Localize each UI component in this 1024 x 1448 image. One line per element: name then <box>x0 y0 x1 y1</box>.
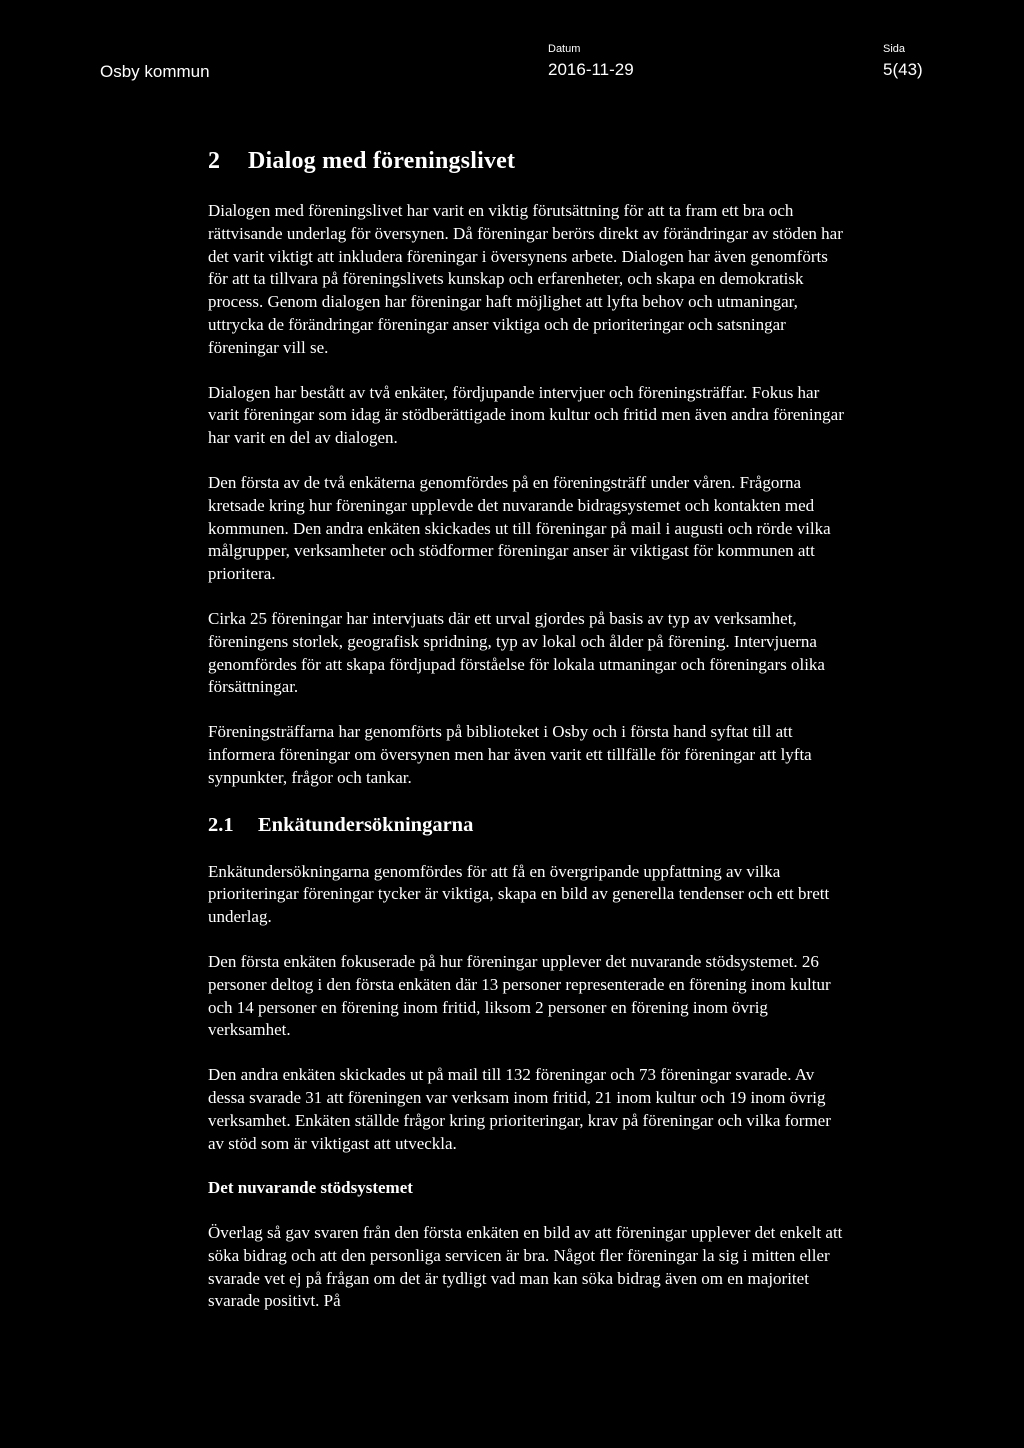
section-heading <box>208 146 848 176</box>
section-title: Dialog med föreningslivet <box>248 148 516 174</box>
page-label: Sida <box>883 43 906 55</box>
paragraph: Den andra enkäten skickades ut på mail till 132 föreningar och 73 föreningar svarade. Av dessa svarade 31 att föreningen var verksam inom fritid, 21 inom kultur och 19 inom övrig verksamhet. Enkäten ställde frågor kring prioriteringar, krav på föreningar och vilka former av stöd som är viktigast att utveckla. <box>208 1065 831 1153</box>
page-header <box>0 0 1024 100</box>
paragraph: Dialogen har bestått av två enkäter, fördjupande intervjuer och föreningsträffar. Fokus har varit föreningar som idag är stödberättigade inom kultur och fritid men även andra föreningar har varit en del av dialogen. <box>208 382 844 448</box>
page-value: 5(43) <box>883 60 923 79</box>
subheading: Det nuvarande stödsystemet <box>208 1178 413 1198</box>
paragraph: Dialogen med föreningslivet har varit en viktig förutsättning för att ta fram ett bra och rättvisande underlag för översynen. Då föreningar berörs direkt av förändringar av stöden har det varit viktigt att inkludera föreningar i översynens arbete. Dialogen har även genomförts för att ta tillvara på föreningslivets kunskap och erfarenheter, och skapa en demokratisk process. Genom dialogen har föreningar haft möjlighet att lyfta behov och utmaningar, uttrycka de förändringar föreningar anser viktiga och de prioriteringar och satsningar föreningar vill se. <box>208 201 843 357</box>
paragraph: Överlag så gav svaren från den första enkäten en bild av att föreningar upplever det enkelt att söka bidrag och att den personliga servicen är bra. Något fler föreningar la sig i mitten eller svarade vet ej på frågan om det är tydligt vad man kan söka bidrag även om en majoritet svarade positivt. På <box>208 1223 843 1311</box>
paragraph: Den första av de två enkäterna genomfördes på en föreningsträff under våren. Frågorna kretsade kring hur föreningar upplevde det nuvarande bidragsystemet och kontakten med kommunen. Den andra enkäten skickades ut till föreningar på mail i augusti och rörde vilka målgrupper, verksamheter och stödformer föreningar anser är viktigast för kommunen att prioritera. <box>208 472 831 584</box>
subsection-heading <box>208 812 848 838</box>
date-value: 2016-11-29 <box>548 60 634 79</box>
subsection-title: Enkätundersökningarna <box>258 813 474 836</box>
page-number-block <box>883 42 923 81</box>
subsection-number: 2.1 <box>208 813 234 836</box>
paragraph: Enkätundersökningarna genomfördes för att få en övergripande uppfattning av vilka prioriteringar föreningar tycker är viktiga, skapa en bild av generella tendenser och ett brett underlag. <box>208 861 830 927</box>
section-number: 2 <box>208 148 221 174</box>
paragraph: Föreningsträffarna har genomförts på biblioteket i Osby och i första hand syftat till att informera föreningar om översynen men har även varit ett tillfälle för föreningar att lyfta synpunkter, frågor och tankar. <box>208 722 812 787</box>
paragraph: Cirka 25 föreningar har intervjuats där ett urval gjordes på basis av typ av verksamhet, föreningens storlek, geografisk spridning, typ av lokal och ålder på förening. Intervjuerna genomfördes för att skapa fördjupad förståelse för lokala utmaningar och föreningars olika försättningar. <box>208 608 825 697</box>
organization-name: Osby kommun <box>100 62 210 81</box>
date-label: Datum <box>548 43 581 55</box>
date-block <box>548 42 634 81</box>
document-body <box>208 146 848 1335</box>
paragraph: Den första enkäten fokuserade på hur föreningar upplever det nuvarande stödsystemet. 26 personer deltog i den första enkäten där 13 personer representerade en förening inom kultur och 14 personer en förening inom fritid, liksom 2 personer en förening inom övrig verksamhet. <box>208 951 831 1040</box>
